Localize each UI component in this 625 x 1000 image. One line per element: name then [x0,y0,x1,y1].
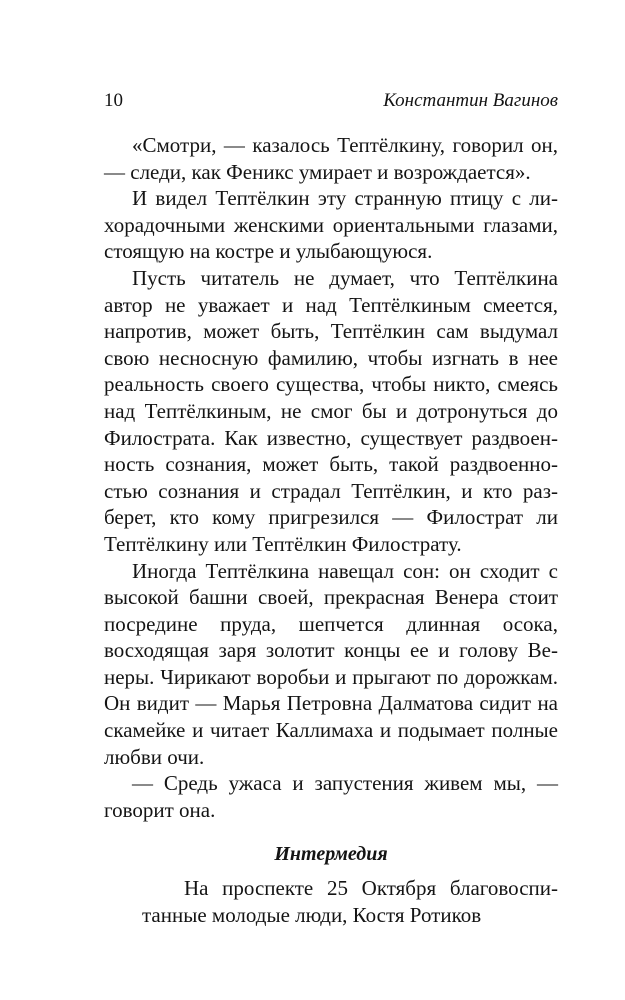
paragraph: «Смотри, — казалось Тептёлкину, говорил он, — следи, как Феникс умирает и возрождается». [104,133,558,184]
book-page [104,88,558,929]
paragraph: На проспекте 25 Октября благовоспитанные молодые люди, Костя Ротиков [142,876,558,928]
page-number: 10 [104,90,123,111]
paragraph: — Средь ужаса и запустения живем мы, — говорит она. [104,771,558,822]
paragraph: Пусть читатель не думает, что Тептёлкина автор не уважает и над Тептёлкиным смеется, напротив, может быть, Тептёлкин сам выдумал свою несносную фамилию, чтобы изгнать в нее реальность своего существа, чтобы никто, смеясь над Тептёлкиным, не смог бы и дотронуться до Филострата. Как известно, существует раздвоенность сознания, может быть, такой раздвоенностью сознания и страдал Тептёлкин, и кто разберет, кто кому пригрезился — Филострат ли Тептёлкину или Тептёлкин Филострату. [104,265,558,556]
body-text [104,132,558,929]
running-head [104,88,558,114]
running-head-author: Константин Вагинов [383,90,558,111]
paragraph: И видел Тептёлкин эту странную птицу с лихорадочными женскими ориентальными глазами, стоящую на костре и улыбающуюся. [104,186,558,264]
section-title: Интермедия [274,843,388,866]
paragraph: Иногда Тептёлкина навещал сон: он сходит с высокой башни своей, прекрасная Венера стоит посредине пруда, шепчется длинная осока, восходящая заря золотит концы ее и голову Венеры. Чирикают воробьи и прыгают по дорожкам. Он видит — Марья Петровна Далматова сидит на скамейке и читает Каллимаха и подымает полные любви очи. [104,558,558,769]
